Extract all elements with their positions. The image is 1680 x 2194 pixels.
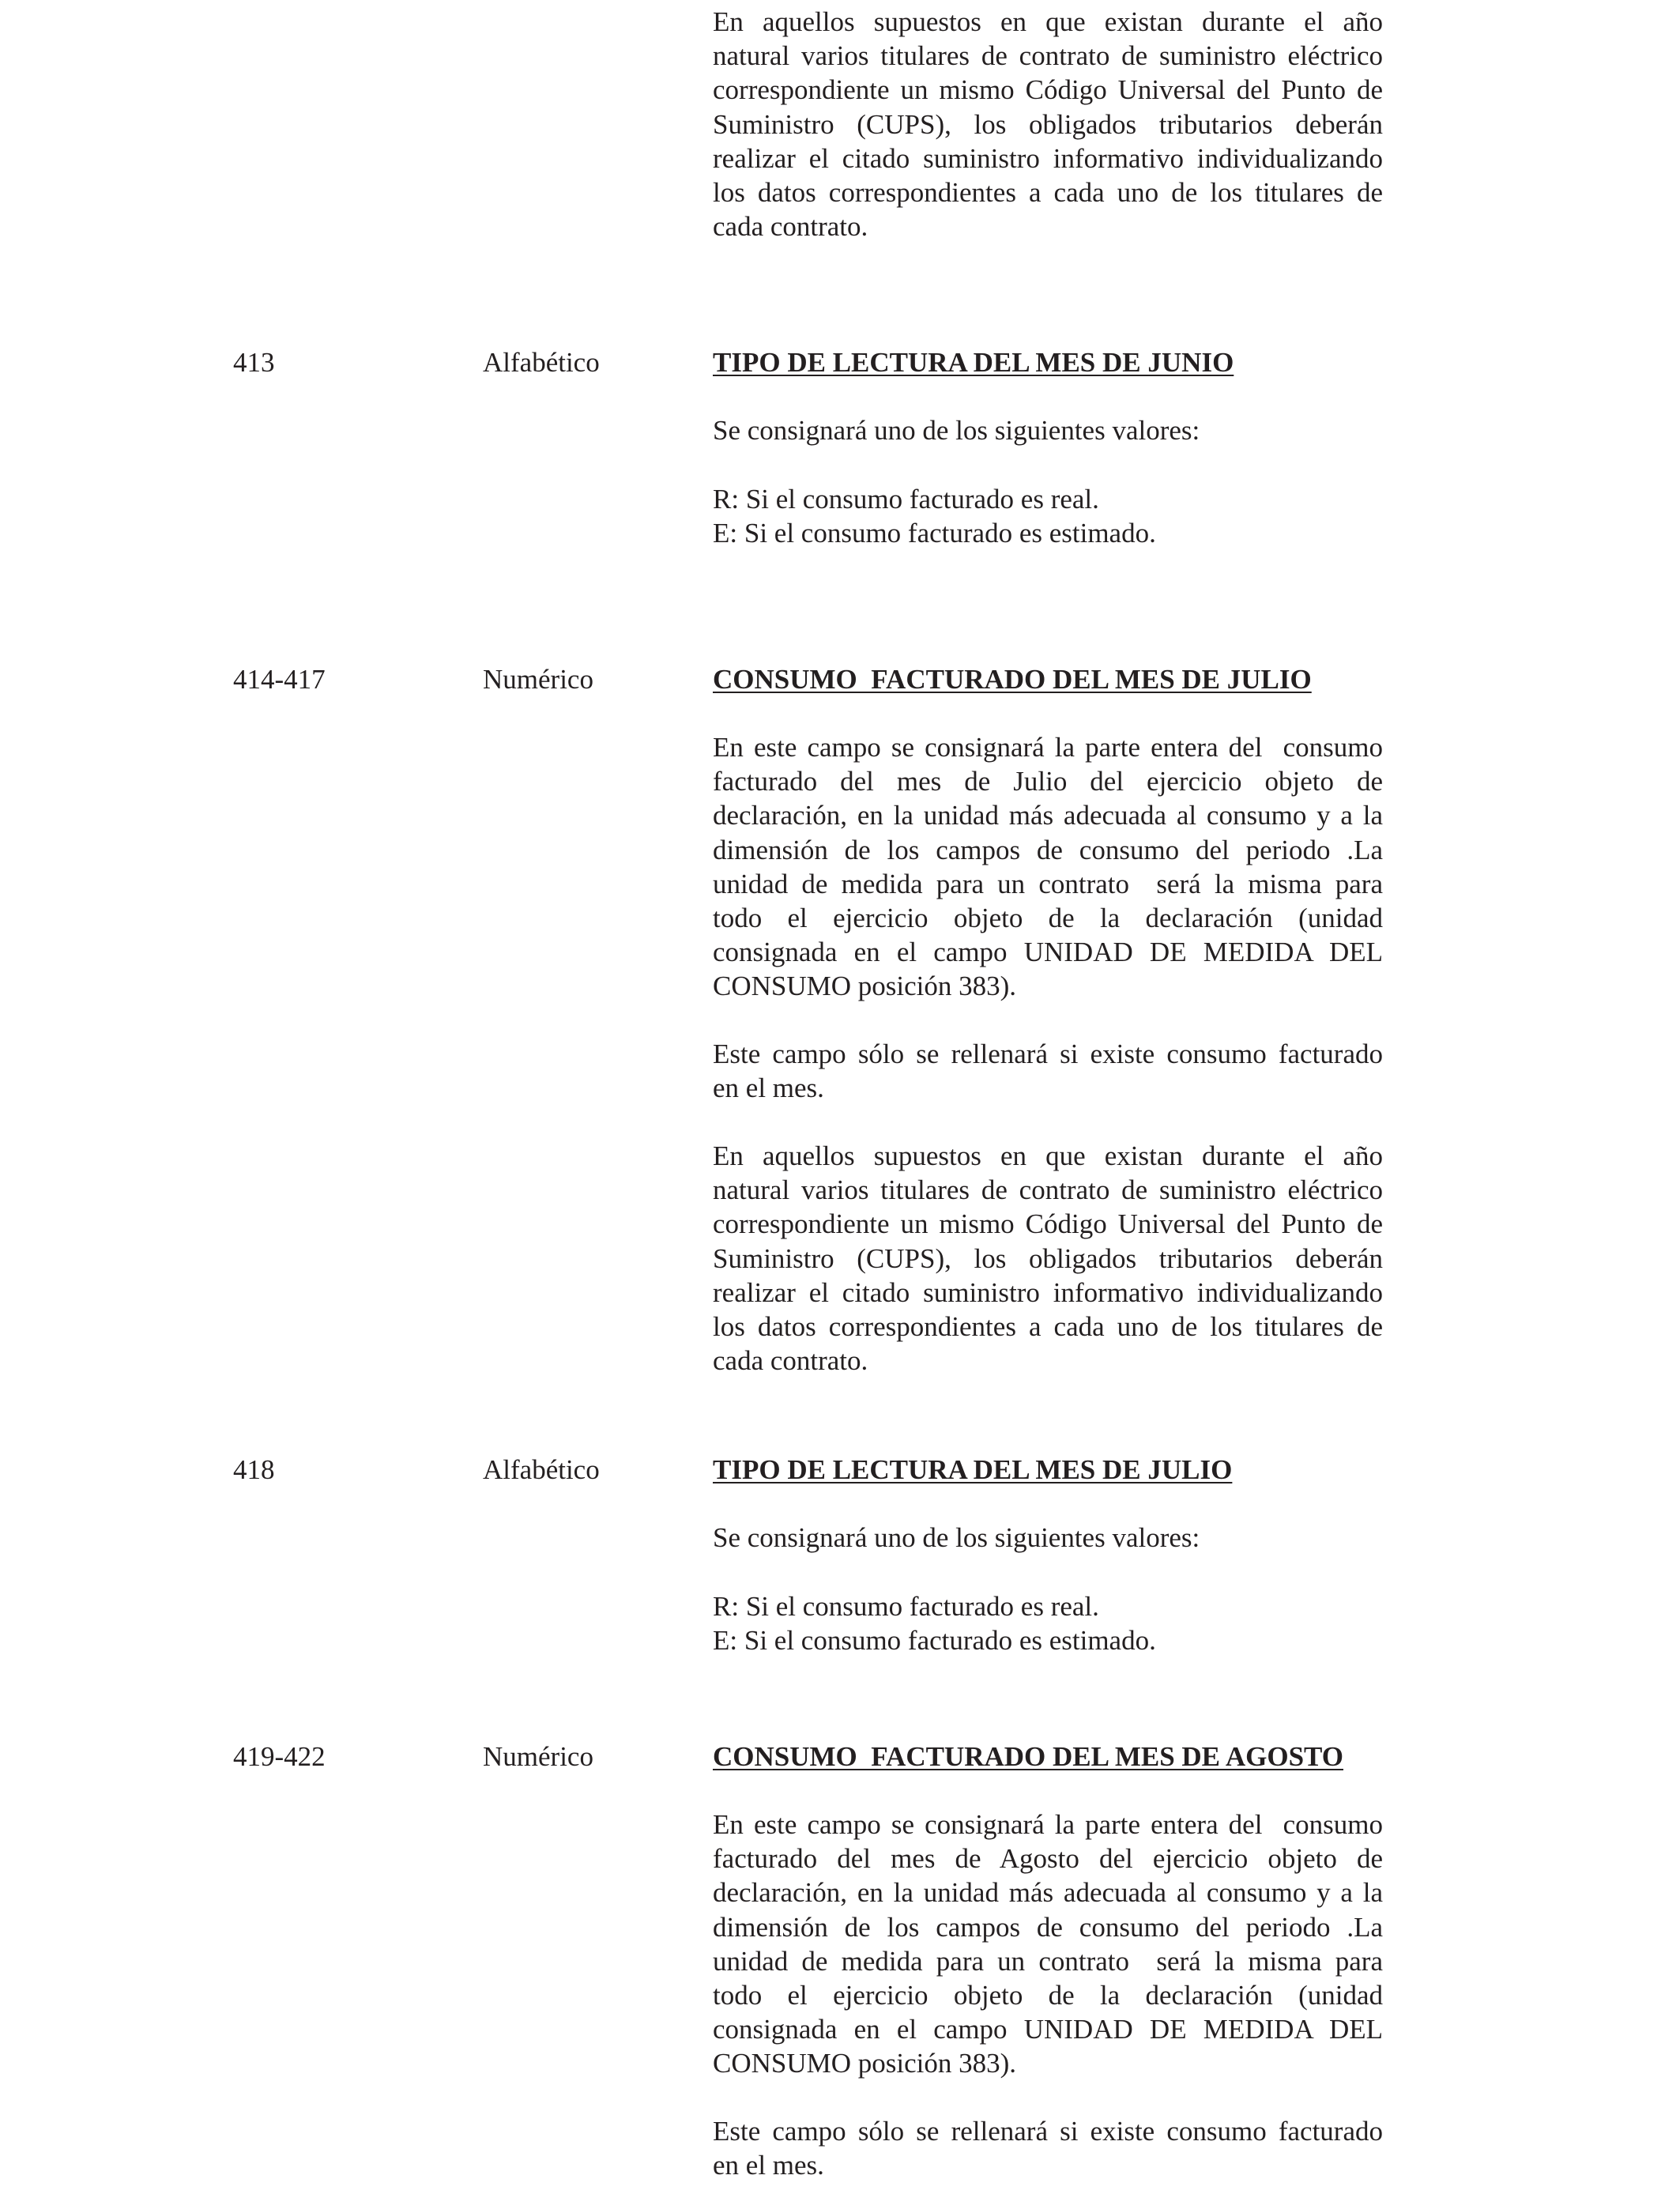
text-line: En este campo se consignará la parte entera del consumo <box>713 732 1383 763</box>
intro-paragraph <box>713 5 1383 243</box>
text-line: dimensión de los campos de consumo del periodo .La <box>713 834 1383 865</box>
field-title: CONSUMO FACTURADO DEL MES DE JULIO <box>713 664 1312 695</box>
field-description <box>713 1808 1383 2081</box>
text-line: declaración, en la unidad más adecuada al consumo y a la <box>713 800 1383 831</box>
text-line: correspondiente un mismo Código Universal del Punto de <box>713 1208 1383 1240</box>
text-line: Este campo sólo se rellenará si existe consumo facturado <box>713 1039 1383 1069</box>
field-title: TIPO DE LECTURA DEL MES DE JUNIO <box>713 347 1234 378</box>
field-note <box>713 2114 1383 2182</box>
field-position: 413 <box>233 347 275 378</box>
text-line: Suministro (CUPS), los obligados tributarios deberán <box>713 1242 1383 1274</box>
value-option-e: E: Si el consumo facturado es estimado. <box>713 518 1156 548</box>
text-line: realizar el citado suministro informativo individualizando <box>713 142 1383 174</box>
field-type: Alfabético <box>483 1454 600 1485</box>
field-note <box>713 1037 1383 1105</box>
field-type: Numérico <box>483 664 593 695</box>
text-line: dimensión de los campos de consumo del periodo .La <box>713 1911 1383 1943</box>
field-description <box>713 730 1383 1004</box>
value-option-r: R: Si el consumo facturado es real. <box>713 484 1099 515</box>
text-line: correspondiente un mismo Código Universal del Punto de <box>713 74 1383 106</box>
text-line: los datos correspondientes a cada uno de los titulares de <box>713 1310 1383 1342</box>
text-line: En este campo se consignará la parte entera del consumo <box>713 1809 1383 1840</box>
value-option-e: E: Si el consumo facturado es estimado. <box>713 1625 1156 1656</box>
text-line: consignada en el campo UNIDAD DE MEDIDA DEL <box>713 2014 1383 2045</box>
text-line: todo el ejercicio objeto de la declaración (unidad <box>713 1979 1383 2011</box>
text-line: en el mes. <box>713 1072 824 1104</box>
text-line: cada contrato. <box>713 1345 868 1377</box>
field-type: Numérico <box>483 1741 593 1772</box>
field-title: TIPO DE LECTURA DEL MES DE JULIO <box>713 1454 1233 1485</box>
text-line: en el mes. <box>713 2150 824 2181</box>
field-position: 419-422 <box>233 1741 326 1772</box>
text-line: declaración, en la unidad más adecuada al consumo y a la <box>713 1877 1383 1909</box>
field-title: CONSUMO FACTURADO DEL MES DE AGOSTO <box>713 1741 1343 1772</box>
text-line: unidad de medida para un contrato será la misma para <box>713 1945 1383 1977</box>
field-type: Alfabético <box>483 347 600 378</box>
text-line: cada contrato. <box>713 211 868 243</box>
field-position: 414-417 <box>233 664 326 695</box>
text-line: En aquellos supuestos en que existan durante el año <box>713 6 1383 37</box>
field-position: 418 <box>233 1454 275 1485</box>
text-line: natural varios titulares de contrato de suministro eléctrico <box>713 1174 1383 1206</box>
text-line: CONSUMO posición 383). <box>713 971 1017 1002</box>
field-intro: Se consignará uno de los siguientes valores: <box>713 1522 1200 1553</box>
text-line: CONSUMO posición 383). <box>713 2048 1017 2079</box>
text-line: realizar el citado suministro informativo individualizando <box>713 1276 1383 1308</box>
value-option-r: R: Si el consumo facturado es real. <box>713 1591 1099 1622</box>
text-line: unidad de medida para un contrato será la misma para <box>713 868 1383 899</box>
text-line: En aquellos supuestos en que existan durante el año <box>713 1140 1383 1171</box>
field-multi-holder-note <box>713 1139 1383 1378</box>
text-line: Este campo sólo se rellenará si existe consumo facturado <box>713 2116 1383 2147</box>
text-line: facturado del mes de Agosto del ejercicio objeto de <box>713 1843 1383 1875</box>
text-line: todo el ejercicio objeto de la declaración (unidad <box>713 902 1383 933</box>
text-line: consignada en el campo UNIDAD DE MEDIDA DEL <box>713 937 1383 968</box>
text-line: facturado del mes de Julio del ejercicio objeto de <box>713 766 1383 797</box>
text-line: los datos correspondientes a cada uno de los titulares de <box>713 176 1383 208</box>
field-intro: Se consignará uno de los siguientes valores: <box>713 415 1200 446</box>
text-line: Suministro (CUPS), los obligados tributarios deberán <box>713 108 1383 140</box>
text-line: natural varios titulares de contrato de suministro eléctrico <box>713 40 1383 72</box>
